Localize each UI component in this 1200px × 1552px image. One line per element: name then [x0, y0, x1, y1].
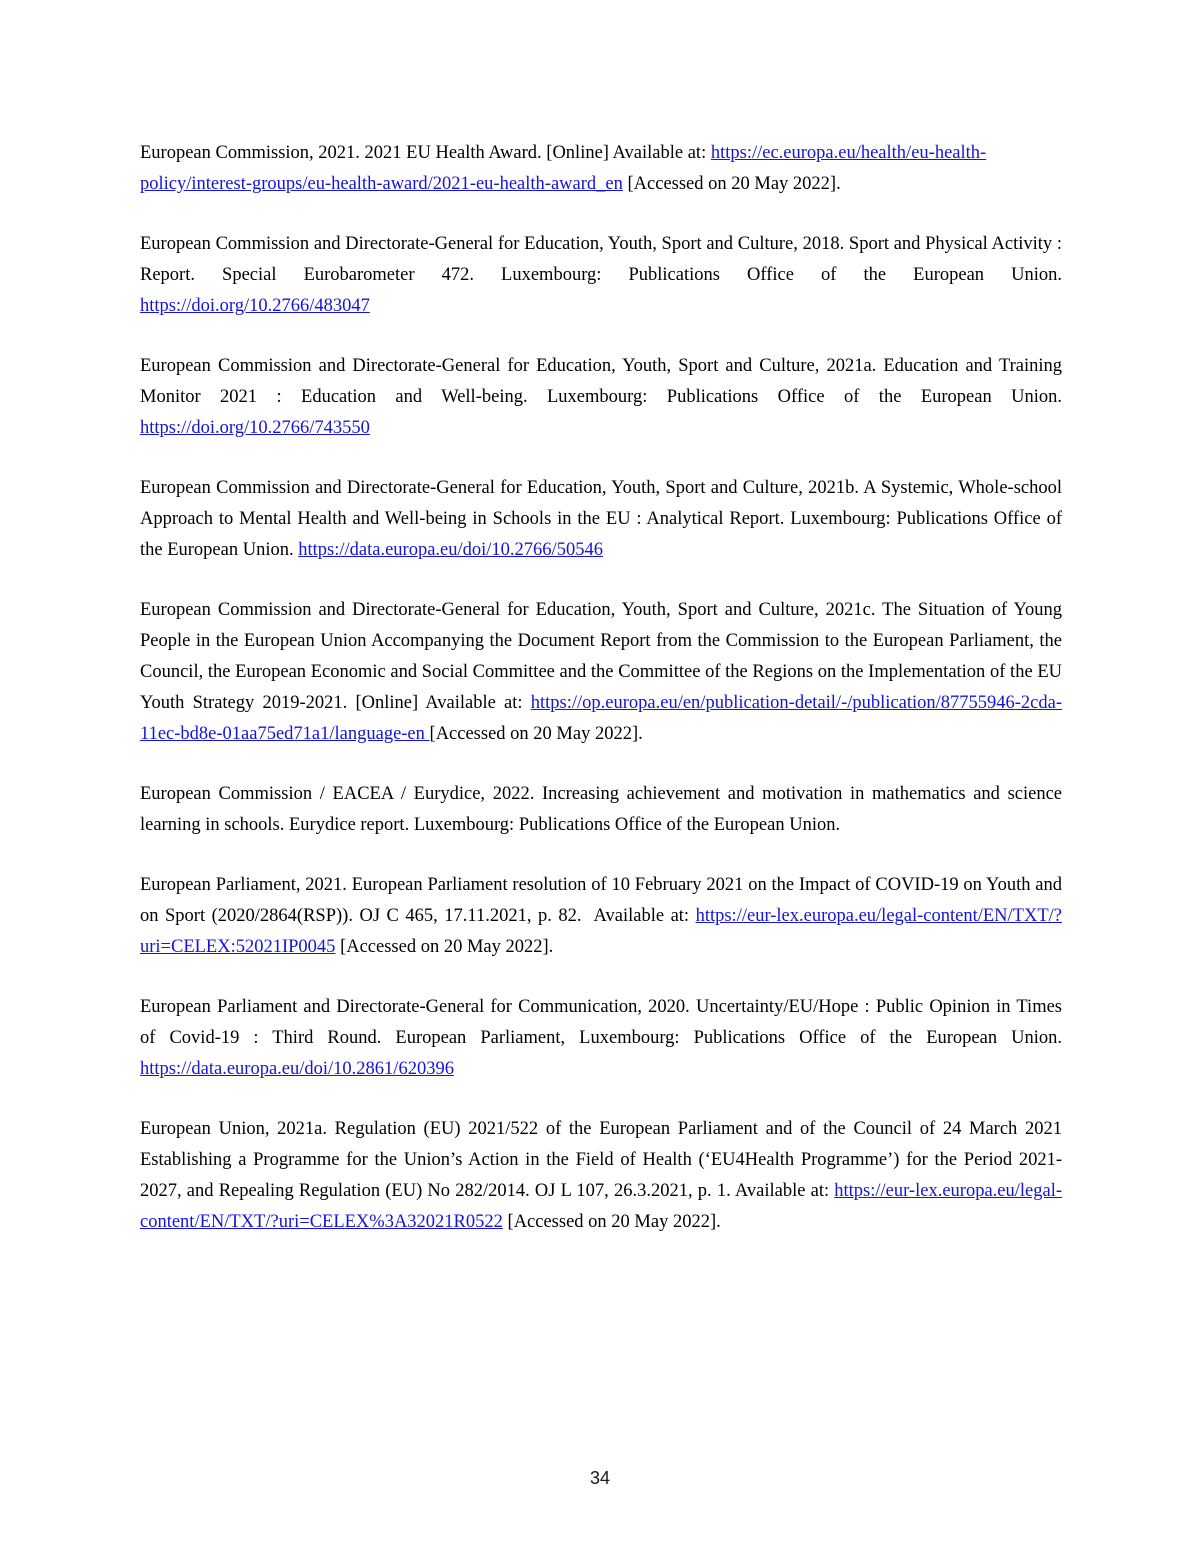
reference-entry — [140, 870, 1067, 963]
reference-text: European Commission, 2021. 2021 EU Health Award. [Online] Available at: — [140, 143, 711, 163]
reference-text: [Accessed on 20 May 2022]. — [429, 724, 643, 744]
reference-entry — [140, 473, 1067, 566]
reference-text: [Accessed on 20 May 2022]. — [335, 937, 554, 957]
reference-text: [Accessed on 20 May 2022]. — [502, 1212, 721, 1232]
reference-link[interactable]: https://ec.europa.eu/health/eu-health-policy/interest-groups/eu-health-award/2021-eu-health-award_en — [140, 143, 987, 194]
reference-entry — [140, 229, 1067, 322]
reference-link[interactable]: https://doi.org/10.2766/743550 — [140, 418, 370, 438]
reference-entry — [140, 351, 1067, 444]
reference-entry — [140, 595, 1067, 750]
references-list — [140, 138, 1067, 1267]
reference-link[interactable]: https://eur-lex.europa.eu/legal-content/EN/TXT/?uri=CELEX%3A32021R0522 — [140, 1181, 1062, 1232]
reference-link[interactable]: https://data.europa.eu/doi/10.2766/50546 — [298, 540, 603, 560]
reference-link[interactable]: https://data.europa.eu/doi/10.2861/620396 — [140, 1059, 454, 1079]
reference-text: European Commission and Directorate-General for Education, Youth, Sport and Culture, 2021b. A Systemic, Whole-school Approach to Mental Health and Well-being in Schools in the EU : Analytical Report. Luxembourg: Publications Office of the European Union. — [140, 478, 1067, 560]
reference-text: European Commission and Directorate-General for Education, Youth, Sport and Culture, 2021a. Education and Training Monitor 2021 : Education and Well-being. Luxembourg: Publications Office of the European Union. — [140, 356, 1067, 407]
reference-entry — [140, 779, 1067, 841]
reference-text: European Commission and Directorate-General for Education, Youth, Sport and Culture, 2021c. The Situation of Young People in the European Union Accompanying the Document Report from the Commission to the European Parliament, the Council, the European Economic and Social Committee and the Committee of the Regions on the Implementation of the EU Youth Strategy 2019-2021. [Online] Available at: — [140, 600, 1067, 713]
reference-entry — [140, 992, 1067, 1085]
reference-entry — [140, 1114, 1067, 1238]
reference-text: European Parliament and Directorate-General for Communication, 2020. Uncertainty/EU/Hope : Public Opinion in Times of Covid-19 : Third Round. European Parliament, Luxembourg: Publications Office of the European Union. — [140, 997, 1067, 1048]
page-number: 34 — [589, 1468, 611, 1488]
reference-text: European Union, 2021a. Regulation (EU) 2021/522 of the European Parliament and of the Council of 24 March 2021 Establishing a Programme for the Union’s Action in the Field of Health (‘EU4Health Programme’) for the Period 2021-2027, and Repealing Regulation (EU) No 282/2014. OJ L 107, 26.3.2021, p. 1. Available at: — [140, 1119, 1067, 1201]
reference-link[interactable]: https://doi.org/10.2766/483047 — [140, 296, 370, 316]
reference-link[interactable]: https://op.europa.eu/en/publication-detail/-/publication/87755946-2cda-11ec-bd8e-01aa75ed71a1/language-en — [140, 693, 1062, 744]
reference-link[interactable]: https://eur-lex.europa.eu/legal-content/EN/TXT/?uri=CELEX:52021IP0045 — [140, 906, 1062, 957]
reference-text: European Commission and Directorate-General for Education, Youth, Sport and Culture, 2018. Sport and Physical Activity : Report. Special Eurobarometer 472. Luxembourg: Publications Office of the European Union. — [140, 234, 1067, 285]
reference-text: European Parliament, 2021. European Parliament resolution of 10 February 2021 on the Impact of COVID-19 on Youth and on Sport (2020/2864(RSP)). OJ C 465, 17.11.2021, p. 82. Available at: — [140, 875, 1067, 926]
reference-entry — [140, 138, 1062, 200]
reference-text: [Accessed on 20 May 2022]. — [622, 174, 841, 194]
reference-text: European Commission / EACEA / Eurydice, 2022. Increasing achievement and motivation in mathematics and science learning in schools. Eurydice report. Luxembourg: Publications Office of the European Union. — [140, 784, 1067, 835]
